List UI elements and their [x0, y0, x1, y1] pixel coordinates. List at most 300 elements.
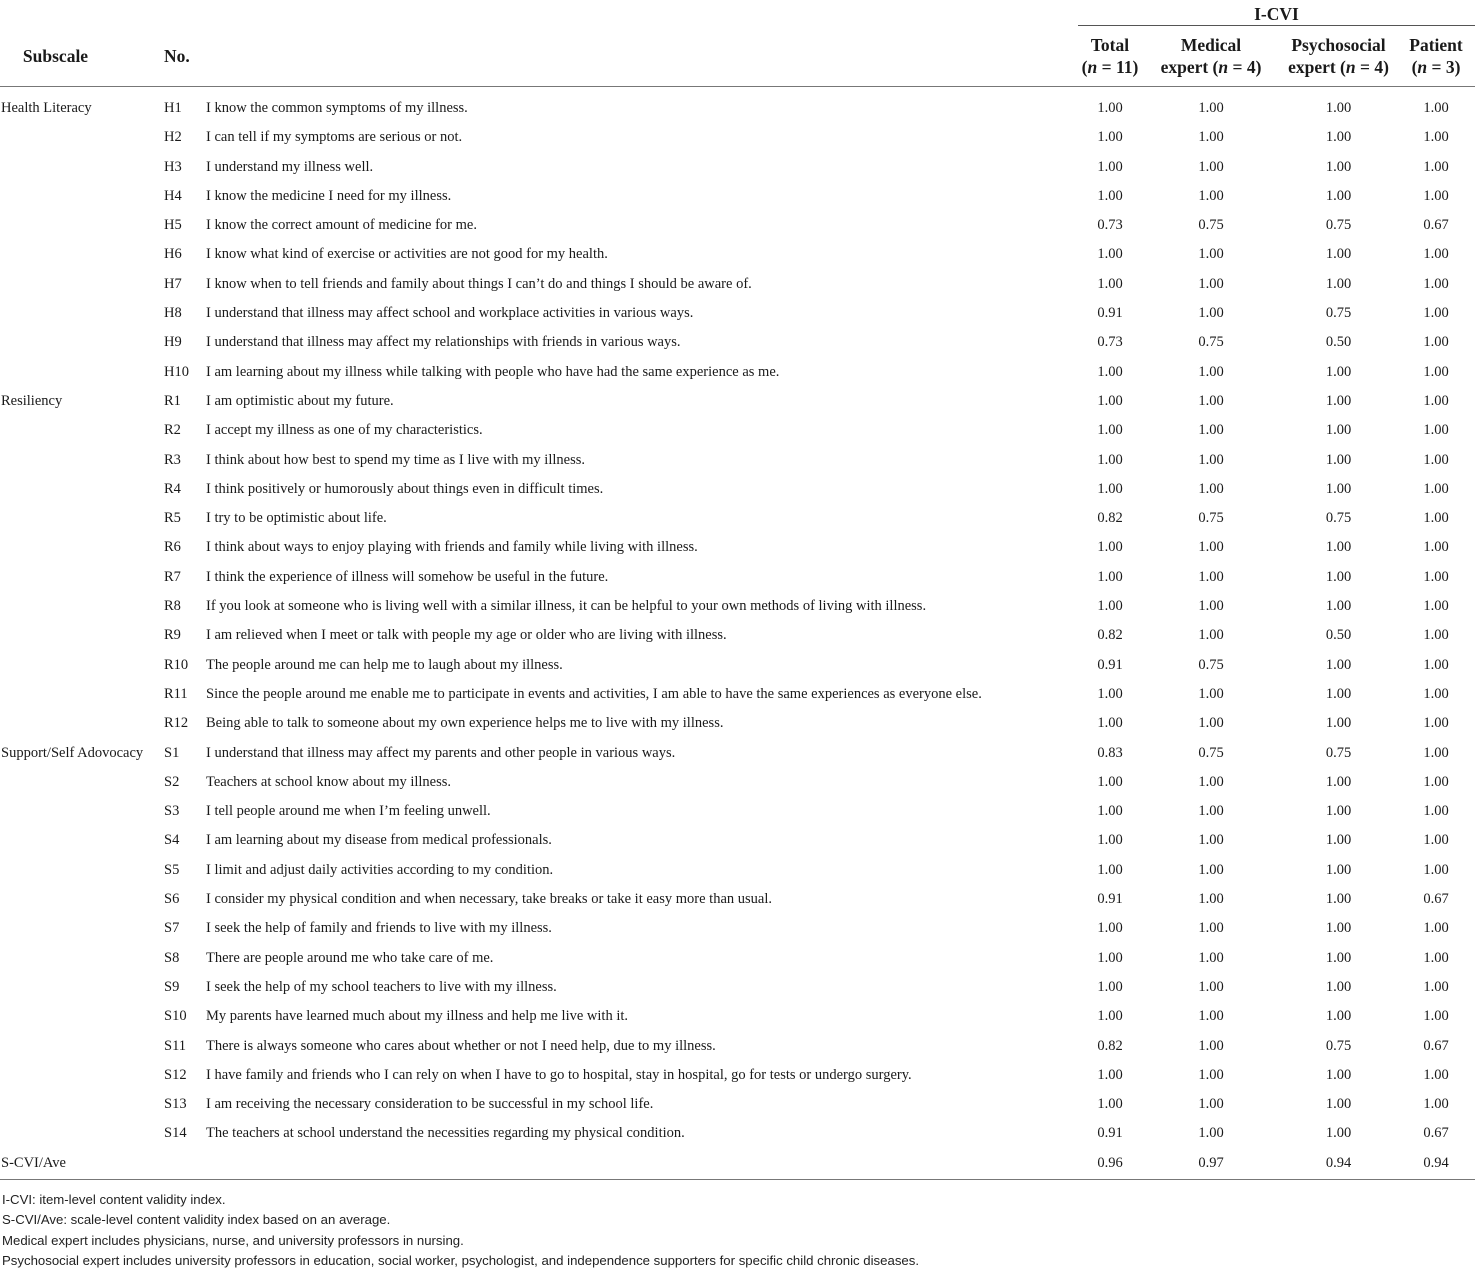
cell-total: 1.00	[1097, 598, 1123, 615]
cell-item: I think about how best to spend my time as I live with my illness.	[206, 451, 585, 468]
cell-psychosocial: 1.00	[1325, 1008, 1352, 1025]
cell-patient: 1.00	[1423, 832, 1449, 849]
cell-item: There is always someone who cares about whether or not I need help, due to my illness.	[206, 1037, 716, 1054]
cell-patient: 1.00	[1423, 510, 1449, 527]
cell-patient: 1.00	[1423, 334, 1449, 351]
cell-no: H8	[164, 305, 182, 322]
cell-no: S4	[164, 832, 180, 849]
cell-subscale	[0, 416, 162, 445]
cell-no: S10	[164, 1008, 187, 1025]
table-row	[0, 680, 1475, 709]
cell-psychosocial: 0.75	[1325, 1037, 1352, 1054]
cell-no: H9	[164, 334, 182, 351]
cell-item: I understand that illness may affect my parents and other people in various ways.	[206, 744, 676, 761]
cell-subscale	[0, 914, 162, 943]
table-row	[0, 1032, 1475, 1061]
cell-no: S14	[164, 1125, 187, 1142]
cell-psychosocial: 1.00	[1325, 978, 1352, 995]
note-scvi: S-CVI/Ave: scale-level content validity index based on an average.	[2, 1212, 391, 1228]
cell-patient: 1.00	[1423, 305, 1449, 322]
cell-subscale: Resiliency	[1, 392, 63, 409]
cell-total: 0.91	[1097, 891, 1123, 908]
cell-total: 1.00	[1097, 246, 1123, 263]
note-medical-expert: Medical expert includes physicians, nurse, and university professors in nursing.	[2, 1232, 464, 1248]
cell-medical: 1.00	[1198, 187, 1224, 204]
cell-no: R12	[164, 715, 189, 732]
cell-no: H10	[164, 363, 189, 380]
table-row	[0, 504, 1475, 533]
cell-patient: 1.00	[1423, 803, 1449, 820]
cell-item: I understand my illness well.	[206, 158, 374, 175]
cell-patient: 1.00	[1423, 627, 1449, 644]
cell-psychosocial: 1.00	[1325, 803, 1352, 820]
cell-no: S3	[164, 803, 180, 820]
cell-psychosocial: 1.00	[1325, 891, 1352, 908]
cell-subscale	[0, 1090, 162, 1119]
cell-subscale	[0, 680, 162, 709]
cell-medical: 1.00	[1198, 891, 1224, 908]
cell-item: The people around me can help me to laugh about my illness.	[206, 656, 563, 673]
cell-no: R2	[164, 422, 181, 439]
cell-item: I am relieved when I meet or talk with people my age or older who are living with illness.	[206, 627, 727, 644]
cell-item: I limit and adjust daily activities according to my condition.	[206, 861, 554, 878]
cell-patient: 1.00	[1423, 539, 1449, 556]
cell-psychosocial: 1.00	[1325, 1066, 1352, 1083]
cell-psychosocial: 1.00	[1325, 539, 1352, 556]
cell-total: 1.00	[1097, 187, 1123, 204]
cell-total: 0.91	[1097, 305, 1123, 322]
table-row	[0, 240, 1475, 269]
cell-summary-patient: 0.94	[1397, 1149, 1475, 1180]
cell-item: I am optimistic about my future.	[206, 392, 394, 409]
table-row	[0, 446, 1475, 475]
cell-medical: 1.00	[1198, 129, 1224, 146]
cell-no: S6	[164, 891, 180, 908]
cell-total: 1.00	[1097, 100, 1123, 116]
cell-no: H1	[164, 100, 182, 116]
header-psychosocial-expert: Psychosocial expert (n = 4)	[1288, 35, 1389, 77]
cell-subscale	[0, 533, 162, 562]
cell-medical: 1.00	[1198, 246, 1224, 263]
cell-patient: 1.00	[1423, 1008, 1449, 1025]
cell-no: S13	[164, 1096, 187, 1113]
cell-item: I think positively or humorously about things even in difficult times.	[206, 480, 604, 497]
cell-medical: 1.00	[1198, 949, 1224, 966]
header-patient: Patient (n = 3)	[1409, 35, 1463, 77]
cell-item: I think about ways to enjoy playing with friends and family while living with illness.	[206, 539, 698, 556]
cell-item: Since the people around me enable me to participate in events and activities, I am able to have the same experiences as everyone else.	[206, 685, 982, 702]
cell-medical: 1.00	[1198, 1066, 1224, 1083]
cell-no: R6	[164, 539, 181, 556]
table-row	[0, 270, 1475, 299]
table-row	[0, 856, 1475, 885]
cell-subscale	[0, 885, 162, 914]
table-notes	[2, 1190, 919, 1271]
cell-no: R10	[164, 656, 189, 673]
cell-summary-psychosocial: 0.94	[1280, 1149, 1397, 1180]
cell-medical: 0.75	[1198, 217, 1224, 234]
cell-psychosocial: 1.00	[1325, 949, 1352, 966]
cell-subscale	[0, 856, 162, 885]
cell-total: 0.83	[1097, 744, 1123, 761]
icvi-group-header: I-CVI	[1078, 0, 1475, 26]
cell-psychosocial: 1.00	[1325, 129, 1352, 146]
cell-no: R8	[164, 598, 181, 615]
cell-total: 1.00	[1097, 422, 1123, 439]
cell-total: 1.00	[1097, 392, 1123, 409]
cell-no: S1	[164, 744, 180, 761]
table-row	[0, 944, 1475, 973]
cell-psychosocial: 1.00	[1325, 568, 1352, 585]
cell-total: 1.00	[1097, 920, 1123, 937]
table-body	[0, 87, 1475, 1180]
cell-psychosocial: 1.00	[1325, 598, 1352, 615]
cell-psychosocial: 1.00	[1325, 1096, 1352, 1113]
cell-psychosocial: 1.00	[1325, 275, 1352, 292]
cell-psychosocial: 1.00	[1325, 715, 1352, 732]
cell-patient: 1.00	[1423, 744, 1449, 761]
cell-psychosocial: 1.00	[1325, 246, 1352, 263]
cell-item: I think the experience of illness will somehow be useful in the future.	[206, 568, 609, 585]
cell-item: I can tell if my symptoms are serious or not.	[206, 129, 463, 146]
table-row	[0, 651, 1475, 680]
cell-no: S8	[164, 949, 180, 966]
table-row	[0, 475, 1475, 504]
cell-patient: 1.00	[1423, 685, 1449, 702]
table-row	[0, 621, 1475, 650]
cell-patient: 1.00	[1423, 100, 1449, 116]
cell-subscale	[0, 709, 162, 738]
table-row	[0, 416, 1475, 445]
cell-subscale	[0, 563, 162, 592]
cell-subscale	[0, 1002, 162, 1031]
cell-psychosocial: 1.00	[1325, 100, 1352, 116]
cell-subscale	[0, 621, 162, 650]
cell-medical: 1.00	[1198, 480, 1224, 497]
cell-item: I understand that illness may affect my relationships with friends in various ways.	[206, 334, 681, 351]
cell-patient: 1.00	[1423, 187, 1449, 204]
cell-total: 0.73	[1097, 334, 1123, 351]
cell-summary-total: 0.96	[1078, 1149, 1142, 1180]
cell-item: I seek the help of family and friends to live with my illness.	[206, 920, 552, 937]
table-row	[0, 709, 1475, 738]
cell-total: 1.00	[1097, 832, 1123, 849]
cell-no: H5	[164, 217, 182, 234]
table-row	[0, 1061, 1475, 1090]
cell-medical: 1.00	[1198, 539, 1224, 556]
cell-total: 1.00	[1097, 275, 1123, 292]
cell-no: S9	[164, 978, 180, 995]
cell-patient: 1.00	[1423, 598, 1449, 615]
cell-total: 1.00	[1097, 480, 1123, 497]
cell-subscale	[0, 1061, 162, 1090]
cell-medical: 1.00	[1198, 568, 1224, 585]
cell-patient: 1.00	[1423, 773, 1449, 790]
cell-total: 1.00	[1097, 1096, 1123, 1113]
cell-no: S7	[164, 920, 180, 937]
cell-patient: 1.00	[1423, 861, 1449, 878]
header-subscale: Subscale	[22, 45, 89, 66]
cell-medical: 1.00	[1198, 1037, 1224, 1054]
cell-medical: 1.00	[1198, 803, 1224, 820]
cell-subscale: Health Literacy	[1, 100, 92, 116]
cell-subscale	[0, 328, 162, 357]
table-row	[0, 358, 1475, 387]
cell-total: 1.00	[1097, 949, 1123, 966]
cell-subscale	[0, 153, 162, 182]
cell-item: I have family and friends who I can rely on when I have to go to hospital, stay in hospital, go for tests or undergo surgery.	[206, 1066, 912, 1083]
cell-item: I know what kind of exercise or activities are not good for my health.	[206, 246, 608, 263]
cell-no: R5	[164, 510, 181, 527]
cell-medical: 1.00	[1198, 422, 1224, 439]
cell-psychosocial: 0.50	[1325, 334, 1352, 351]
cell-total: 1.00	[1097, 978, 1123, 995]
cell-no: S5	[164, 861, 180, 878]
header-total: Total (n = 11)	[1081, 35, 1139, 77]
cell-medical: 1.00	[1198, 773, 1224, 790]
table-row	[0, 826, 1475, 855]
cell-subscale	[0, 299, 162, 328]
cell-patient: 1.00	[1423, 480, 1449, 497]
cell-subscale	[0, 797, 162, 826]
cell-subscale	[0, 592, 162, 621]
cell-medical: 0.75	[1198, 334, 1224, 351]
cell-total: 1.00	[1097, 685, 1123, 702]
header-no: No.	[164, 45, 190, 66]
cell-patient: 0.67	[1423, 217, 1449, 234]
cell-psychosocial: 1.00	[1325, 656, 1352, 673]
cell-no: R11	[164, 685, 188, 702]
cell-summary-label: S-CVI/Ave	[0, 1149, 1078, 1180]
cell-medical: 1.00	[1198, 832, 1224, 849]
table-row	[0, 563, 1475, 592]
table-row	[0, 1002, 1475, 1031]
table-row	[0, 387, 1475, 416]
cell-psychosocial: 1.00	[1325, 158, 1352, 175]
cell-medical: 1.00	[1198, 275, 1224, 292]
table-row	[0, 768, 1475, 797]
cell-medical: 1.00	[1198, 305, 1224, 322]
cell-medical: 1.00	[1198, 451, 1224, 468]
cell-patient: 1.00	[1423, 392, 1449, 409]
cell-patient: 1.00	[1423, 422, 1449, 439]
cell-subscale	[0, 973, 162, 1002]
table-row	[0, 153, 1475, 182]
cell-no: R3	[164, 451, 181, 468]
cell-psychosocial: 0.50	[1325, 627, 1352, 644]
table-row	[0, 299, 1475, 328]
cell-psychosocial: 0.75	[1325, 217, 1352, 234]
cell-psychosocial: 0.75	[1325, 510, 1352, 527]
cell-item: I am learning about my illness while talking with people who have had the same experience as me.	[206, 363, 780, 380]
cell-total: 0.82	[1097, 510, 1123, 527]
table-row	[0, 328, 1475, 357]
cell-medical: 1.00	[1198, 598, 1224, 615]
cell-total: 0.82	[1097, 1037, 1123, 1054]
table-row	[0, 1090, 1475, 1119]
cell-item: I seek the help of my school teachers to live with my illness.	[206, 978, 557, 995]
table-row	[0, 1119, 1475, 1148]
cell-no: S12	[164, 1066, 187, 1083]
cell-item: If you look at someone who is living well with a similar illness, it can be helpful to your own methods of living with illness.	[206, 598, 927, 615]
summary-row	[0, 1149, 1475, 1180]
cell-subscale	[0, 826, 162, 855]
cell-item: I accept my illness as one of my characteristics.	[206, 422, 483, 439]
cell-item: I tell people around me when I’m feeling unwell.	[206, 803, 491, 820]
cell-patient: 1.00	[1423, 129, 1449, 146]
cell-no: S11	[164, 1037, 187, 1054]
table-row	[0, 211, 1475, 240]
cell-psychosocial: 1.00	[1325, 832, 1352, 849]
cell-total: 1.00	[1097, 451, 1123, 468]
cell-subscale	[0, 270, 162, 299]
cell-medical: 1.00	[1198, 1096, 1224, 1113]
cell-medical: 1.00	[1198, 920, 1224, 937]
cell-item: I try to be optimistic about life.	[206, 510, 387, 527]
cell-no: R7	[164, 568, 181, 585]
table-row	[0, 914, 1475, 943]
cell-total: 1.00	[1097, 539, 1123, 556]
cell-patient: 1.00	[1423, 920, 1449, 937]
cell-total: 1.00	[1097, 1008, 1123, 1025]
cell-psychosocial: 1.00	[1325, 187, 1352, 204]
cell-patient: 0.67	[1423, 891, 1449, 908]
cell-medical: 1.00	[1198, 685, 1224, 702]
table-row	[0, 592, 1475, 621]
cell-psychosocial: 1.00	[1325, 480, 1352, 497]
cell-psychosocial: 1.00	[1325, 363, 1352, 380]
cell-item: I know when to tell friends and family about things I can’t do and things I should be aware of.	[206, 275, 752, 292]
cell-patient: 1.00	[1423, 715, 1449, 732]
cell-item: I understand that illness may affect school and workplace activities in various ways.	[206, 305, 694, 322]
cell-no: R4	[164, 480, 181, 497]
cell-subscale	[0, 211, 162, 240]
cell-subscale	[0, 944, 162, 973]
cell-no: H7	[164, 275, 182, 292]
cell-psychosocial: 1.00	[1325, 451, 1352, 468]
cell-subscale	[0, 182, 162, 211]
cell-total: 1.00	[1097, 1066, 1123, 1083]
cell-subscale	[0, 768, 162, 797]
cell-item: I am receiving the necessary consideration to be successful in my school life.	[206, 1096, 654, 1113]
cell-subscale: Support/Self Adovocacy	[1, 744, 144, 761]
cell-patient: 1.00	[1423, 656, 1449, 673]
cell-patient: 1.00	[1423, 568, 1449, 585]
cell-total: 0.91	[1097, 656, 1123, 673]
cell-no: H3	[164, 158, 182, 175]
cell-total: 1.00	[1097, 773, 1123, 790]
cell-psychosocial: 1.00	[1325, 422, 1352, 439]
cell-psychosocial: 1.00	[1325, 920, 1352, 937]
cell-patient: 1.00	[1423, 363, 1449, 380]
cell-subscale	[0, 240, 162, 269]
cell-medical: 0.75	[1198, 510, 1224, 527]
cell-medical: 0.75	[1198, 744, 1224, 761]
cell-psychosocial: 0.75	[1325, 744, 1352, 761]
cell-subscale	[0, 358, 162, 387]
cell-patient: 1.00	[1423, 246, 1449, 263]
cell-medical: 1.00	[1198, 978, 1224, 995]
cell-item: I am learning about my disease from medical professionals.	[206, 832, 552, 849]
cell-subscale	[0, 1032, 162, 1061]
cell-patient: 1.00	[1423, 1066, 1449, 1083]
cell-medical: 1.00	[1198, 715, 1224, 732]
cell-item: I know the common symptoms of my illness.	[206, 100, 468, 116]
cell-psychosocial: 1.00	[1325, 685, 1352, 702]
cell-total: 0.82	[1097, 627, 1123, 644]
cell-total: 0.91	[1097, 1125, 1123, 1142]
cell-total: 0.73	[1097, 217, 1123, 234]
cell-psychosocial: 1.00	[1325, 773, 1352, 790]
cell-medical: 1.00	[1198, 861, 1224, 878]
cell-no: H2	[164, 129, 182, 146]
cell-total: 1.00	[1097, 568, 1123, 585]
cell-total: 1.00	[1097, 803, 1123, 820]
table-row	[0, 182, 1475, 211]
cell-medical: 1.00	[1198, 392, 1224, 409]
table-row	[0, 885, 1475, 914]
cell-item: I know the correct amount of medicine for me.	[206, 217, 477, 234]
cell-subscale	[0, 475, 162, 504]
cell-medical: 1.00	[1198, 1008, 1224, 1025]
cell-item: I consider my physical condition and when necessary, take breaks or take it easy more than usual.	[206, 891, 772, 908]
cell-total: 1.00	[1097, 861, 1123, 878]
table-row	[0, 533, 1475, 562]
cell-medical: 1.00	[1198, 363, 1224, 380]
cell-total: 1.00	[1097, 158, 1123, 175]
header-medical-expert: Medical expert (n = 4)	[1160, 35, 1262, 77]
cell-item: The teachers at school understand the necessities regarding my physical condition.	[206, 1125, 685, 1142]
cell-item: Teachers at school know about my illness.	[206, 773, 452, 790]
cell-patient: 1.00	[1423, 978, 1449, 995]
cell-patient: 1.00	[1423, 275, 1449, 292]
cell-patient: 1.00	[1423, 1096, 1449, 1113]
cell-psychosocial: 0.75	[1325, 305, 1352, 322]
cell-patient: 0.67	[1423, 1125, 1449, 1142]
cell-psychosocial: 1.00	[1325, 392, 1352, 409]
cell-no: S2	[164, 773, 180, 790]
cell-item: I know the medicine I need for my illness.	[206, 187, 452, 204]
table-row	[0, 123, 1475, 152]
cell-patient: 1.00	[1423, 158, 1449, 175]
cell-psychosocial: 1.00	[1325, 861, 1352, 878]
cell-patient: 0.67	[1423, 1037, 1449, 1054]
cell-subscale	[0, 123, 162, 152]
cell-no: R1	[164, 392, 181, 409]
cell-subscale	[0, 446, 162, 475]
cell-no: R9	[164, 627, 181, 644]
table-row	[0, 797, 1475, 826]
cell-medical: 1.00	[1198, 158, 1224, 175]
note-psychosocial-expert: Psychosocial expert includes university professors in education, social worker, psychologist, and independence supporters for specific child chronic diseases.	[2, 1252, 920, 1268]
cell-summary-medical: 0.97	[1142, 1149, 1280, 1180]
cell-medical: 1.00	[1198, 100, 1224, 116]
note-icvi: I-CVI: item-level content validity index.	[2, 1192, 226, 1207]
cell-psychosocial: 1.00	[1325, 1125, 1352, 1142]
cell-subscale	[0, 1119, 162, 1148]
table-row	[0, 973, 1475, 1002]
cell-medical: 0.75	[1198, 656, 1224, 673]
cell-item: There are people around me who take care of me.	[206, 949, 494, 966]
cell-patient: 1.00	[1423, 949, 1449, 966]
cell-medical: 1.00	[1198, 1125, 1224, 1142]
table-row	[0, 739, 1475, 768]
cell-no: H4	[164, 187, 182, 204]
cell-subscale	[0, 504, 162, 533]
cell-subscale	[0, 651, 162, 680]
table-row	[0, 87, 1475, 124]
cell-no: H6	[164, 246, 182, 263]
